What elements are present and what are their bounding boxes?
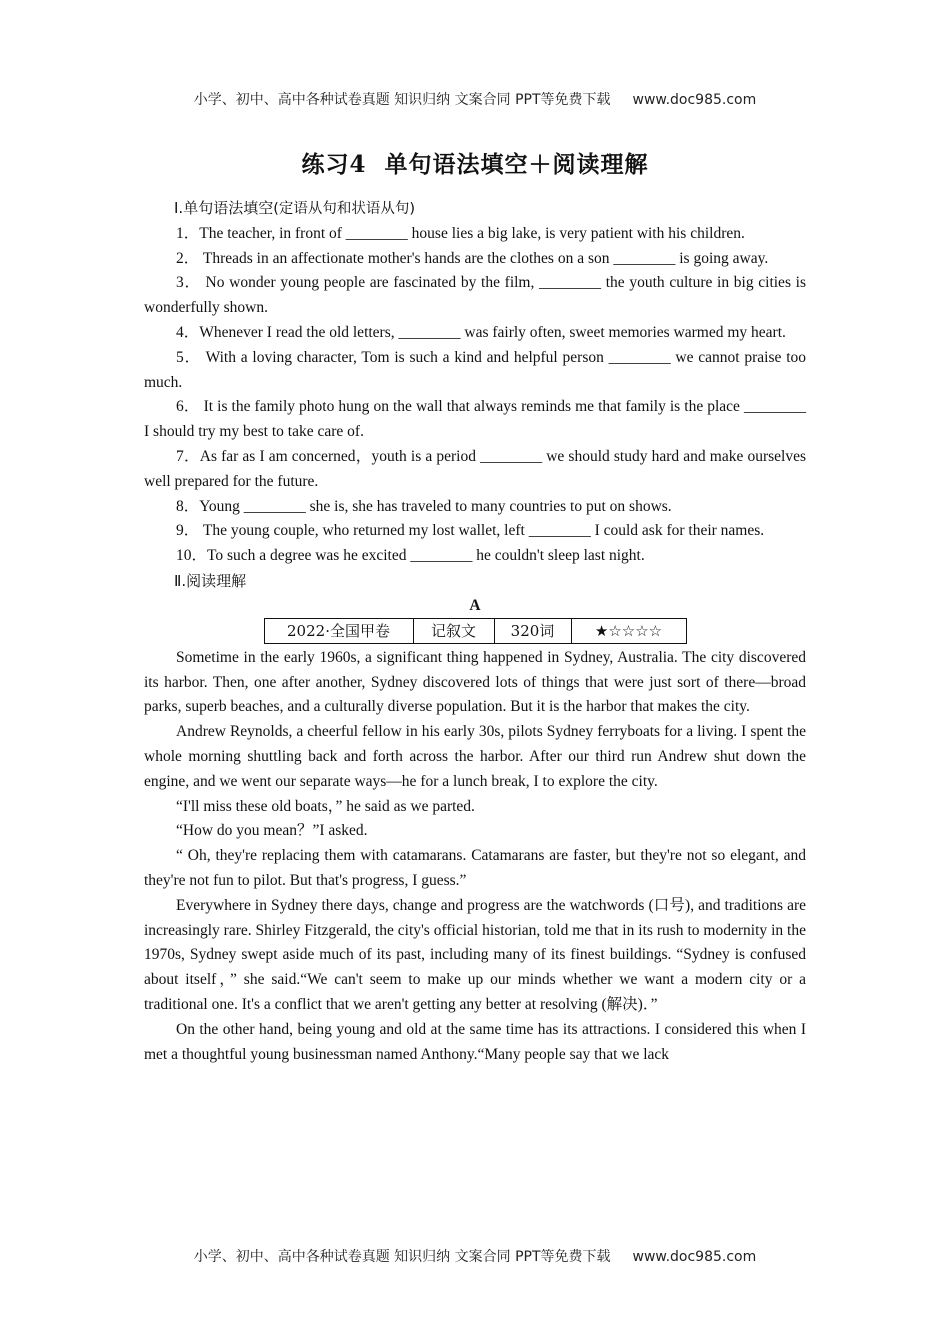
passage-word-count: 320词 (494, 618, 571, 643)
question-item: 3． No wonder young people are fascinated by the film, ________ the youth culture in big cities is wonderfully shown. (144, 274, 806, 317)
passage-paragraph: “How do you mean？”I asked. (176, 822, 368, 840)
question-list (144, 222, 806, 569)
question-item: 5． With a loving character, Tom is such a kind and helpful person ________ we cannot praise too much. (144, 348, 806, 391)
title-main: 单句语法填空＋阅读理解 (384, 151, 649, 178)
footer-banner (0, 1246, 950, 1266)
section-2-heading (144, 569, 806, 594)
banner-url[interactable]: www.doc985.com (632, 92, 757, 108)
question-item: 9． The young couple, who returned my lost wallet, left ________ I could ask for their names. (176, 522, 765, 540)
page-title (144, 148, 806, 182)
question-item: 10．To such a degree was he excited ________ he couldn't sleep last night. (176, 547, 645, 565)
banner-url[interactable]: www.doc985.com (632, 1249, 757, 1265)
header-banner (0, 89, 950, 109)
question-item: 7．As far as I am concerned，youth is a period ________ we should study hard and make ourselves well prepared for the future. (144, 447, 806, 490)
passage-text (144, 646, 806, 1068)
title-prefix: 练习4 (301, 151, 367, 178)
passage-paragraph: Everywhere in Sydney there days, change and progress are the watchwords (口号), and traditions are increasingly rare. Shirley Fitzgerald, the city's official historian, told me that in its rush to modernity in the 1970s, Sydney swept aside much of its past, including many of its finest buildings. “Sydney is confused about itself，” she said.“We can't seem to make up our minds whether we want a modern city or a traditional one. It's a conflict that we aren't getting any better at resolving (解决)．” (144, 896, 806, 1013)
passage-paragraph: “I'll miss these old boats，” he said as we parted. (176, 797, 475, 815)
question-item: 2． Threads in an affectionate mother's hands are the clothes on a son ________ is going away. (176, 249, 769, 267)
passage-difficulty: ★☆☆☆☆ (571, 618, 686, 643)
question-item: 4．Whenever I read the old letters, ________ was fairly often, sweet memories warmed my heart. (176, 323, 786, 341)
banner-text: 小学、初中、高中各种试卷真题 知识归纳 文案合同 PPT等免费下载 (193, 1249, 611, 1265)
passage-paragraph: “ Oh, they're replacing them with catamarans. Catamarans are faster, but they're not so elegant, and they're not fun to pilot. But that's progress, I guess.” (144, 847, 806, 889)
passage-paragraph: Andrew Reynolds, a cheerful fellow in his early 30s, pilots Sydney ferryboats for a living. I spent the whole morning shuttling back and forth across the harbor. After our third run Andrew shut down the engine, and we went our separate ways—he for a lunch break, I to explore the city. (144, 723, 806, 790)
banner-text: 小学、初中、高中各种试卷真题 知识归纳 文案合同 PPT等免费下载 (193, 92, 611, 108)
section-2-label: Ⅱ.阅读理解 (174, 571, 247, 590)
passage-genre: 记叙文 (413, 618, 494, 643)
passage-paragraph: Sometime in the early 1960s, a significant thing happened in Sydney, Australia. The city discovered its harbor. Then, one after another, Sydney discovered lots of things that were just sort of there—broad parks, superb beaches, and a culturally diverse population. But it is the harbor that makes the city. (144, 648, 806, 716)
passage-paragraph: On the other hand, being young and old at the same time has its attractions. I considered this when I met a thoughtful young businessman named Anthony.“Many people say that we lack (144, 1020, 806, 1063)
question-item: 6． It is the family photo hung on the wall that always reminds me that family is the place ________ I should try my best to take care of. (144, 398, 806, 441)
section-1-label: Ⅰ.单句语法填空 (174, 199, 274, 217)
passage-info-row (264, 618, 686, 643)
question-item: 1．The teacher, in front of ________ house lies a big lake, is very patient with his children. (176, 224, 745, 242)
passage-source: 2022·全国甲卷 (264, 618, 413, 643)
section-1-note: (定语从句和状语从句) (273, 201, 416, 217)
passage-info-table (264, 618, 687, 644)
section-1-heading (144, 196, 806, 222)
passage-letter: A (469, 596, 481, 614)
question-item: 8．Young ________ she is, she has traveled to many countries to put on shows. (176, 497, 672, 515)
document-body (144, 148, 806, 1067)
